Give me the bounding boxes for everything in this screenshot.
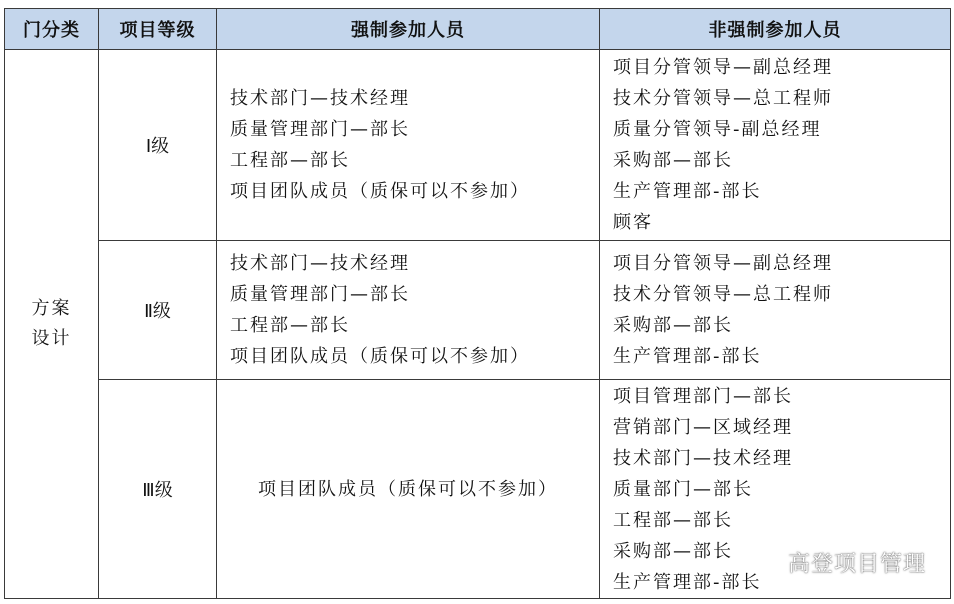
mandatory-cell bbox=[217, 50, 600, 241]
header-optional: 非强制参加人员 bbox=[600, 9, 951, 50]
list-item: 工程部—部长 bbox=[613, 509, 733, 531]
wechat-icon bbox=[750, 550, 780, 576]
header-mandatory: 强制参加人员 bbox=[217, 9, 600, 50]
review-participants-table bbox=[4, 8, 951, 599]
list-item: 技术部门—技术经理 bbox=[613, 447, 793, 469]
header-level: 项目等级 bbox=[99, 9, 217, 50]
table-header-row bbox=[5, 9, 951, 50]
list-item: 采购部—部长 bbox=[613, 150, 733, 171]
category-label: 方案设计 bbox=[31, 298, 72, 349]
list-item: 顾客 bbox=[613, 212, 653, 233]
list-item: 采购部—部长 bbox=[613, 315, 733, 336]
list-item: 项目分管领导—副总经理 bbox=[613, 57, 833, 78]
list-item: 工程部—部长 bbox=[230, 315, 350, 336]
list-item: 项目团队成员（质保可以不参加） bbox=[258, 478, 558, 500]
list-item: 质量管理部门—部长 bbox=[230, 284, 410, 305]
list-item: 技术部门—技术经理 bbox=[230, 253, 410, 274]
list-item: 生产管理部-部长 bbox=[613, 181, 762, 202]
table-row bbox=[5, 50, 951, 241]
list-item: 项目团队成员（质保可以不参加） bbox=[230, 346, 530, 367]
level-cell: Ⅲ级 bbox=[99, 380, 217, 599]
list-item: 生产管理部-部长 bbox=[613, 346, 762, 367]
list-item: 项目分管领导—副总经理 bbox=[613, 253, 833, 274]
list-item: 采购部—部长 bbox=[613, 540, 733, 562]
watermark bbox=[750, 547, 926, 578]
mandatory-cell bbox=[217, 380, 600, 599]
optional-cell bbox=[600, 241, 951, 380]
mandatory-cell bbox=[217, 241, 600, 380]
table-row bbox=[5, 241, 951, 380]
list-item: 技术分管领导—总工程师 bbox=[613, 88, 833, 109]
list-item: 质量部门—部长 bbox=[613, 478, 753, 500]
list-item: 营销部门—区域经理 bbox=[613, 416, 793, 438]
header-category: 门分类 bbox=[5, 9, 99, 50]
optional-cell bbox=[600, 50, 951, 241]
list-item: 技术分管领导—总工程师 bbox=[613, 284, 833, 305]
list-item: 质量分管领导-副总经理 bbox=[613, 119, 822, 140]
list-item: 工程部—部长 bbox=[230, 150, 350, 171]
level-cell: Ⅰ级 bbox=[99, 50, 217, 241]
list-item: 生产管理部-部长 bbox=[613, 571, 762, 593]
list-item: 技术部门—技术经理 bbox=[230, 88, 410, 109]
list-item: 质量管理部门—部长 bbox=[230, 119, 410, 140]
category-cell bbox=[5, 50, 99, 599]
list-item: 项目团队成员（质保可以不参加） bbox=[230, 181, 530, 202]
list-item: 项目管理部门—部长 bbox=[613, 385, 793, 407]
level-cell: Ⅱ级 bbox=[99, 241, 217, 380]
watermark-text: 高登项目管理 bbox=[787, 552, 926, 577]
